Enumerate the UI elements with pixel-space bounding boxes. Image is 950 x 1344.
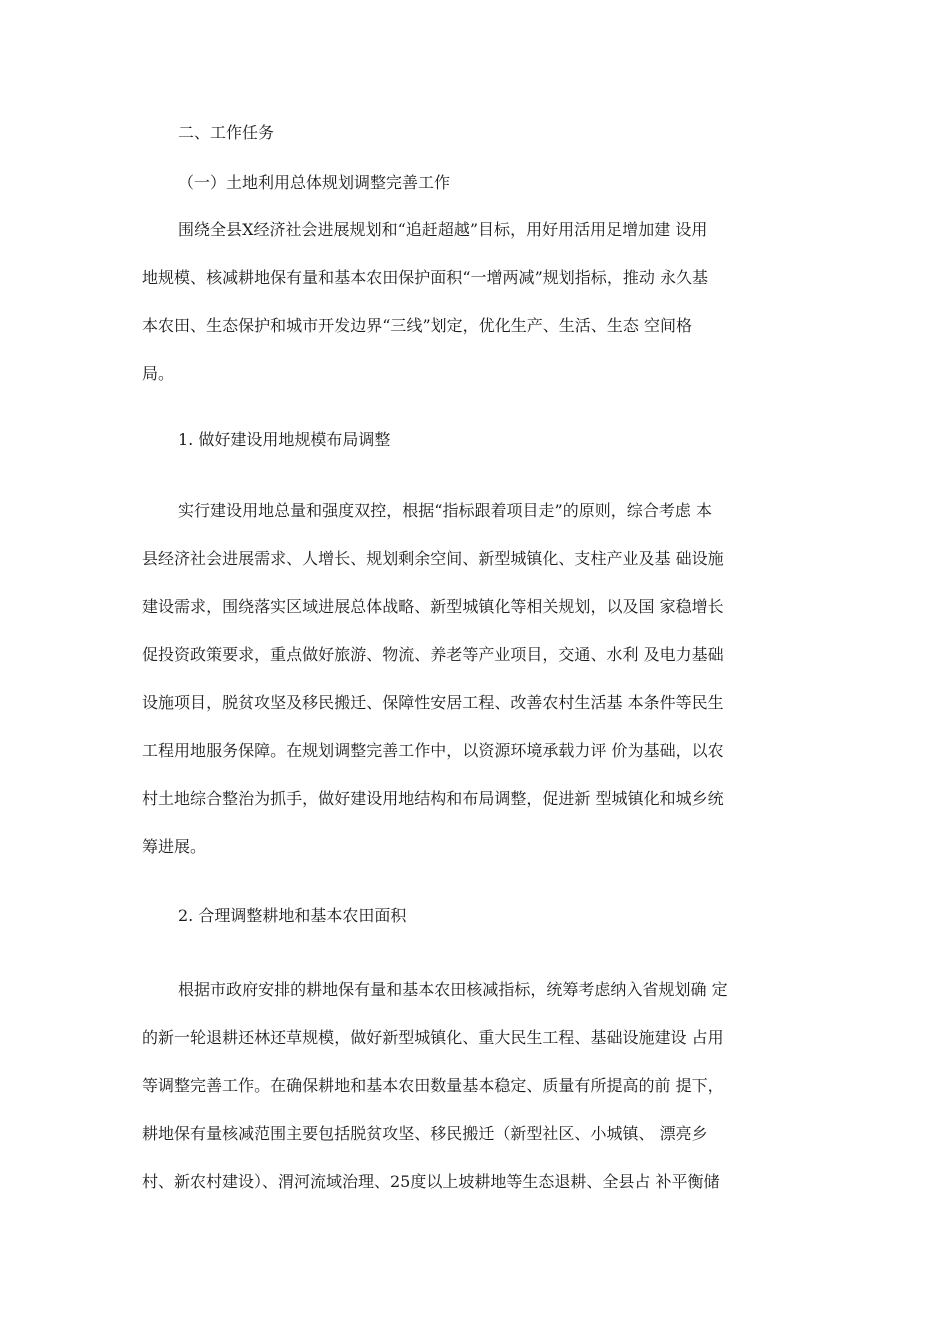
paragraph-line: 村、新农村建设）、渭河流域治理、25度以上坡耕地等生态退耕、全县占 补平衡储 [142,1172,720,1191]
section-title: 二、工作任务 [178,123,275,142]
paragraph-line: 的新一轮退耕还林还草规模，做好新型城镇化、重大民生工程、基础设施建设 占用 [142,1028,724,1047]
paragraph-line: 筹进展。 [142,837,207,856]
paragraph-line: 设施项目，脱贫攻坚及移民搬迁、保障性安居工程、改善农村生活基 本条件等民生 [142,693,724,712]
paragraph-line: 本农田、生态保护和城市开发边界“三线”划定，优化生产、生活、生态 空间格 [142,316,692,335]
subsection-title: （一）土地利用总体规划调整完善工作 [178,173,451,192]
paragraph-line: 根据市政府安排的耕地保有量和基本农田核减指标，统筹考虑纳入省规划确 定 [178,980,728,999]
paragraph-line: 等调整完善工作。在确保耕地和基本农田数量基本稳定、质量有所提高的前 提下， [142,1076,724,1095]
paragraph-line: 建设需求，围绕落实区域进展总体战略、新型城镇化等相关规划，以及国 家稳增长 [142,597,724,616]
paragraph-3 [142,966,814,1206]
paragraph-line: 耕地保有量核减范围主要包括脱贫攻坚、移民搬迁（新型社区、小城镇、 漂亮乡 [142,1124,708,1143]
paragraph-line: 地规模、核减耕地保有量和基本农田保护面积“一增两减”规划指标，推动 永久基 [142,268,708,287]
paragraph-line: 促投资政策要求，重点做好旅游、物流、养老等产业项目，交通、水利 及电力基础 [142,645,724,664]
paragraph-line: 实行建设用地总量和强度双控，根据“指标跟着项目走”的原则，综合考虑 本 [178,501,712,520]
paragraph-line: 县经济社会进展需求、人增长、规划剩余空间、新型城镇化、支柱产业及基 础设施 [142,549,724,568]
item-1-title: 1. 做好建设用地规模布局调整 [178,430,391,449]
paragraph-2 [142,487,814,871]
paragraph-line: 局。 [142,364,175,383]
item-2-title: 2. 合理调整耕地和基本农田面积 [178,906,407,925]
paragraph-line: 围绕全县X经济社会进展规划和“追赶超越”目标，用好用活用足增加建 设用 [178,220,708,239]
paragraph-line: 村土地综合整治为抓手，做好建设用地结构和布局调整，促进新 型城镇化和城乡统 [142,789,724,808]
paragraph-line: 工程用地服务保障。在规划调整完善工作中，以资源环境承载力评 价为基础，以农 [142,741,724,760]
paragraph-1 [142,206,814,398]
